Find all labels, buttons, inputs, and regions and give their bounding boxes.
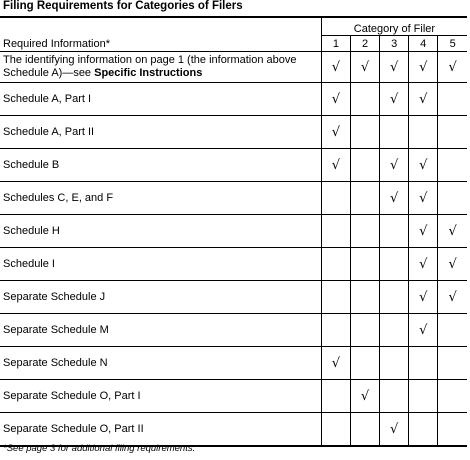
category-4-cell	[409, 281, 438, 314]
category-1-cell	[321, 83, 350, 116]
row-label: Separate Schedule O, Part II	[0, 413, 321, 447]
table-row	[0, 413, 467, 447]
check-mark-icon: √	[389, 59, 399, 75]
category-2-cell	[350, 248, 379, 281]
category-5-header: 5	[438, 36, 467, 52]
required-information-header: Required Information*	[0, 36, 321, 52]
table-row	[0, 52, 467, 83]
category-1-cell	[321, 380, 350, 413]
category-2-cell	[350, 380, 379, 413]
table-row	[0, 149, 467, 182]
category-1-cell	[321, 281, 350, 314]
check-mark-icon: √	[389, 421, 399, 437]
row-label: Separate Schedule J	[0, 281, 321, 314]
check-mark-icon: √	[331, 355, 341, 371]
row-label	[0, 52, 321, 83]
table-row	[0, 83, 467, 116]
category-4-cell	[409, 314, 438, 347]
table-row	[0, 116, 467, 149]
check-mark-icon: √	[419, 256, 428, 272]
category-1-cell	[321, 182, 350, 215]
filing-requirements-table	[0, 16, 467, 447]
category-5-cell	[438, 182, 467, 215]
category-3-cell	[380, 413, 409, 447]
check-mark-icon: √	[389, 157, 399, 173]
category-3-cell	[380, 182, 409, 215]
category-3-header: 3	[380, 36, 409, 52]
category-1-cell	[321, 149, 350, 182]
check-mark-icon: √	[331, 157, 341, 173]
category-1-cell	[321, 413, 350, 447]
table-row	[0, 215, 467, 248]
table-row	[0, 314, 467, 347]
category-4-cell	[409, 380, 438, 413]
category-4-cell	[409, 215, 438, 248]
table-row	[0, 347, 467, 380]
table-title: Filing Requirements for Categories of Filers	[3, 0, 243, 12]
category-4-cell	[409, 347, 438, 380]
category-3-cell	[380, 149, 409, 182]
category-5-cell	[438, 116, 467, 149]
check-mark-icon: √	[448, 59, 457, 75]
category-4-cell	[409, 83, 438, 116]
category-5-cell	[438, 149, 467, 182]
check-mark-icon: √	[448, 256, 457, 272]
check-mark-icon: √	[419, 59, 428, 75]
category-2-cell	[350, 182, 379, 215]
row-label: Separate Schedule O, Part I	[0, 380, 321, 413]
row-label: Schedule H	[0, 215, 321, 248]
category-3-cell	[380, 215, 409, 248]
category-3-cell	[380, 52, 409, 83]
category-4-cell	[409, 413, 438, 447]
category-3-cell	[380, 83, 409, 116]
category-of-filer-header: Category of Filer	[321, 17, 467, 36]
footnote: *See page 3 for additional filing requirements.	[3, 443, 196, 454]
category-5-cell	[438, 52, 467, 83]
category-4-cell	[409, 52, 438, 83]
table-row	[0, 248, 467, 281]
check-mark-icon: √	[360, 59, 370, 75]
row-label: Schedules C, E, and F	[0, 182, 321, 215]
category-5-cell	[438, 413, 467, 447]
table-row	[0, 281, 467, 314]
category-1-cell	[321, 116, 350, 149]
category-5-cell	[438, 83, 467, 116]
check-mark-icon: √	[389, 190, 399, 206]
category-3-cell	[380, 281, 409, 314]
category-2-cell	[350, 347, 379, 380]
category-2-cell	[350, 149, 379, 182]
check-mark-icon: √	[448, 289, 457, 305]
check-mark-icon: √	[419, 289, 428, 305]
category-3-cell	[380, 314, 409, 347]
category-2-cell	[350, 413, 379, 447]
row-label: Schedule I	[0, 248, 321, 281]
check-mark-icon: √	[331, 124, 341, 140]
category-4-header: 4	[409, 36, 438, 52]
check-mark-icon: √	[448, 223, 457, 239]
category-2-cell	[350, 314, 379, 347]
category-3-cell	[380, 116, 409, 149]
category-1-cell	[321, 347, 350, 380]
category-4-cell	[409, 248, 438, 281]
row-label: Separate Schedule N	[0, 347, 321, 380]
check-mark-icon: √	[419, 190, 428, 206]
category-5-cell	[438, 314, 467, 347]
check-mark-icon: √	[419, 157, 428, 173]
category-3-cell	[380, 347, 409, 380]
row-label: Schedule A, Part II	[0, 116, 321, 149]
category-5-cell	[438, 215, 467, 248]
header-spacer	[0, 17, 321, 36]
table-row	[0, 380, 467, 413]
category-1-cell	[321, 52, 350, 83]
category-3-cell	[380, 380, 409, 413]
row-label: Schedule A, Part I	[0, 83, 321, 116]
table-row	[0, 182, 467, 215]
row-label: Separate Schedule M	[0, 314, 321, 347]
category-2-cell	[350, 83, 379, 116]
check-mark-icon: √	[419, 322, 428, 338]
row-label-text: The identifying information on page 1 (the information above Schedule A)—see	[3, 54, 297, 79]
category-2-cell	[350, 116, 379, 149]
category-1-cell	[321, 314, 350, 347]
category-5-cell	[438, 380, 467, 413]
category-1-header: 1	[321, 36, 350, 52]
check-mark-icon: √	[331, 91, 341, 107]
category-3-cell	[380, 248, 409, 281]
category-2-cell	[350, 281, 379, 314]
row-label: Schedule B	[0, 149, 321, 182]
category-5-cell	[438, 281, 467, 314]
check-mark-icon: √	[419, 223, 428, 239]
category-2-cell	[350, 215, 379, 248]
category-5-cell	[438, 347, 467, 380]
category-1-cell	[321, 215, 350, 248]
category-2-header: 2	[350, 36, 379, 52]
check-mark-icon: √	[389, 91, 399, 107]
category-5-cell	[438, 248, 467, 281]
row-label-bold: Specific Instructions	[94, 67, 203, 79]
category-4-cell	[409, 149, 438, 182]
check-mark-icon: √	[331, 59, 341, 75]
category-1-cell	[321, 248, 350, 281]
category-2-cell	[350, 52, 379, 83]
check-mark-icon: √	[419, 91, 428, 107]
category-4-cell	[409, 116, 438, 149]
check-mark-icon: √	[360, 388, 370, 404]
category-4-cell	[409, 182, 438, 215]
